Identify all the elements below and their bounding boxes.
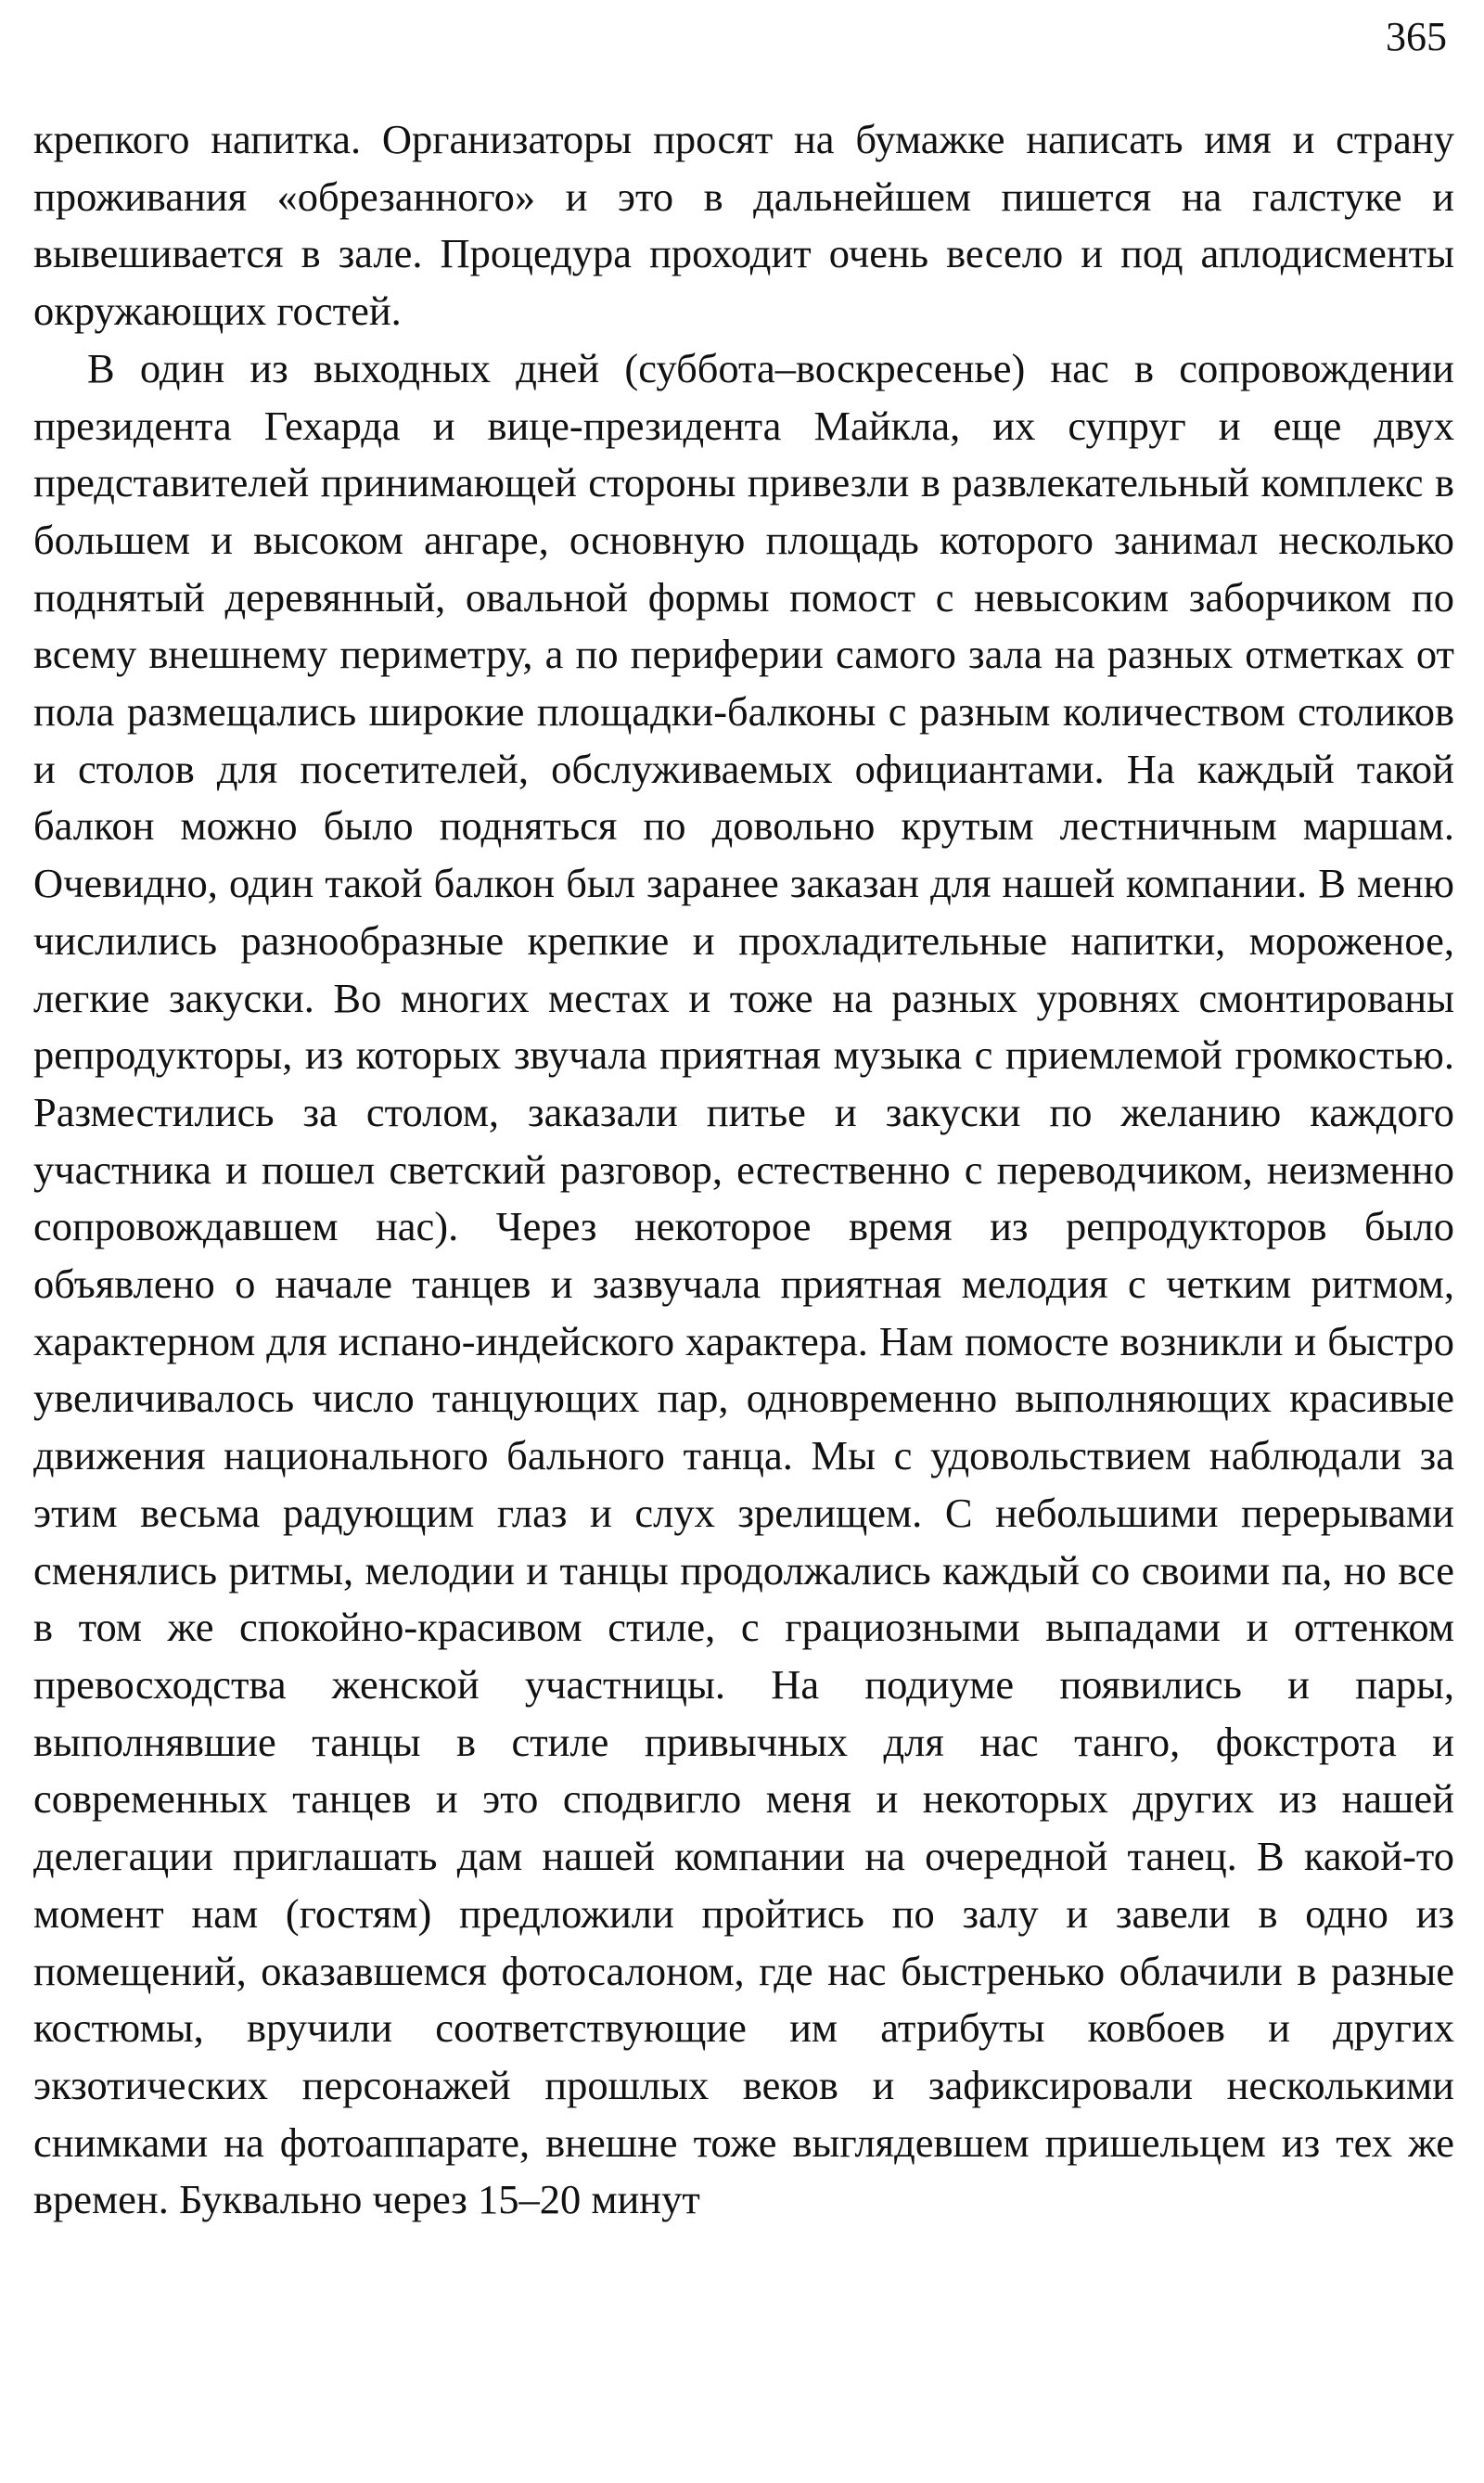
page-number: 365 <box>1386 14 1447 59</box>
body-text <box>33 111 1454 2229</box>
paragraph-continuation: крепкого напитка. Организаторы просят на бумажке написать имя и страну проживания «обрезанного» и это в дальнейшем пишется на галстуке и вывешивается в зале. Процедура проходит очень весело и под аплодисменты окружающих гостей. <box>33 116 1454 335</box>
paragraph-entertainment-complex: В один из выходных дней (суббота–воскресенье) нас в сопровождении президента Гехарда и вице-президента Майкла, их супруг и еще двух представителей принимающей стороны привезли в развлекательный комплекс в большем и высоком ангаре, основную площадь которого занимал несколько поднятый деревянный, овальной формы помост с невысоким заборчиком по всему внешнему периметру, а по периферии самого зала на разных отметках от пола размещались широкие площадки-балконы с разным количеством столиков и столов для посетителей, обслуживаемых официантами. На каждый такой балкон можно было подняться по довольно крутым лестничным маршам. Очевидно, один такой балкон был заранее заказан для нашей компании. В меню числились разнообразные крепкие и прохладительные напитки, мороженое, легкие закуски. Во многих местах и тоже на разных уровнях смонтированы репродукторы, из которых звучала приятная музыка с приемлемой громкостью. Разместились за столом, заказали питье и закуски по желанию каждого участника и пошел светский разговор, естественно с переводчиком, неизменно сопровождавшем нас). Через некоторое время из репродукторов было объявлено о начале танцев и зазвучала приятная мелодия с четким ритмом, характерном для испано-индейского характера. Нам помосте возникли и быстро увеличивалось число танцующих пар, одновременно выполняющих красивые движения национального бального танца. Мы с удовольствием наблюдали за этим весьма радующим глаз и слух зрелищем. С небольшими перерывами сменялись ритмы, мелодии и танцы продолжались каждый со своими па, но все в том же спокойно-красивом стиле, с грациозными выпадами и оттенком превосходства женской участницы. На подиуме появились и пары, выполнявшие танцы в стиле привычных для нас танго, фокстрота и современных танцев и это сподвигло меня и некоторых других из нашей делегации приглашать дам нашей компании на очередной танец. В какой-то момент нам (гостям) предложили пройтись по залу и завели в одно из помещений, оказавшемся фотосалоном, где нас быстренько облачили в разные костюмы, вручили соответствующие им атрибуты ковбоев и других экзотических персонажей прошлых веков и зафиксировали несколькими снимками на фотоаппарате, внешне тоже выглядевшем пришельцем из тех же времен. Буквально через 15–20 минут <box>33 344 1454 2223</box>
